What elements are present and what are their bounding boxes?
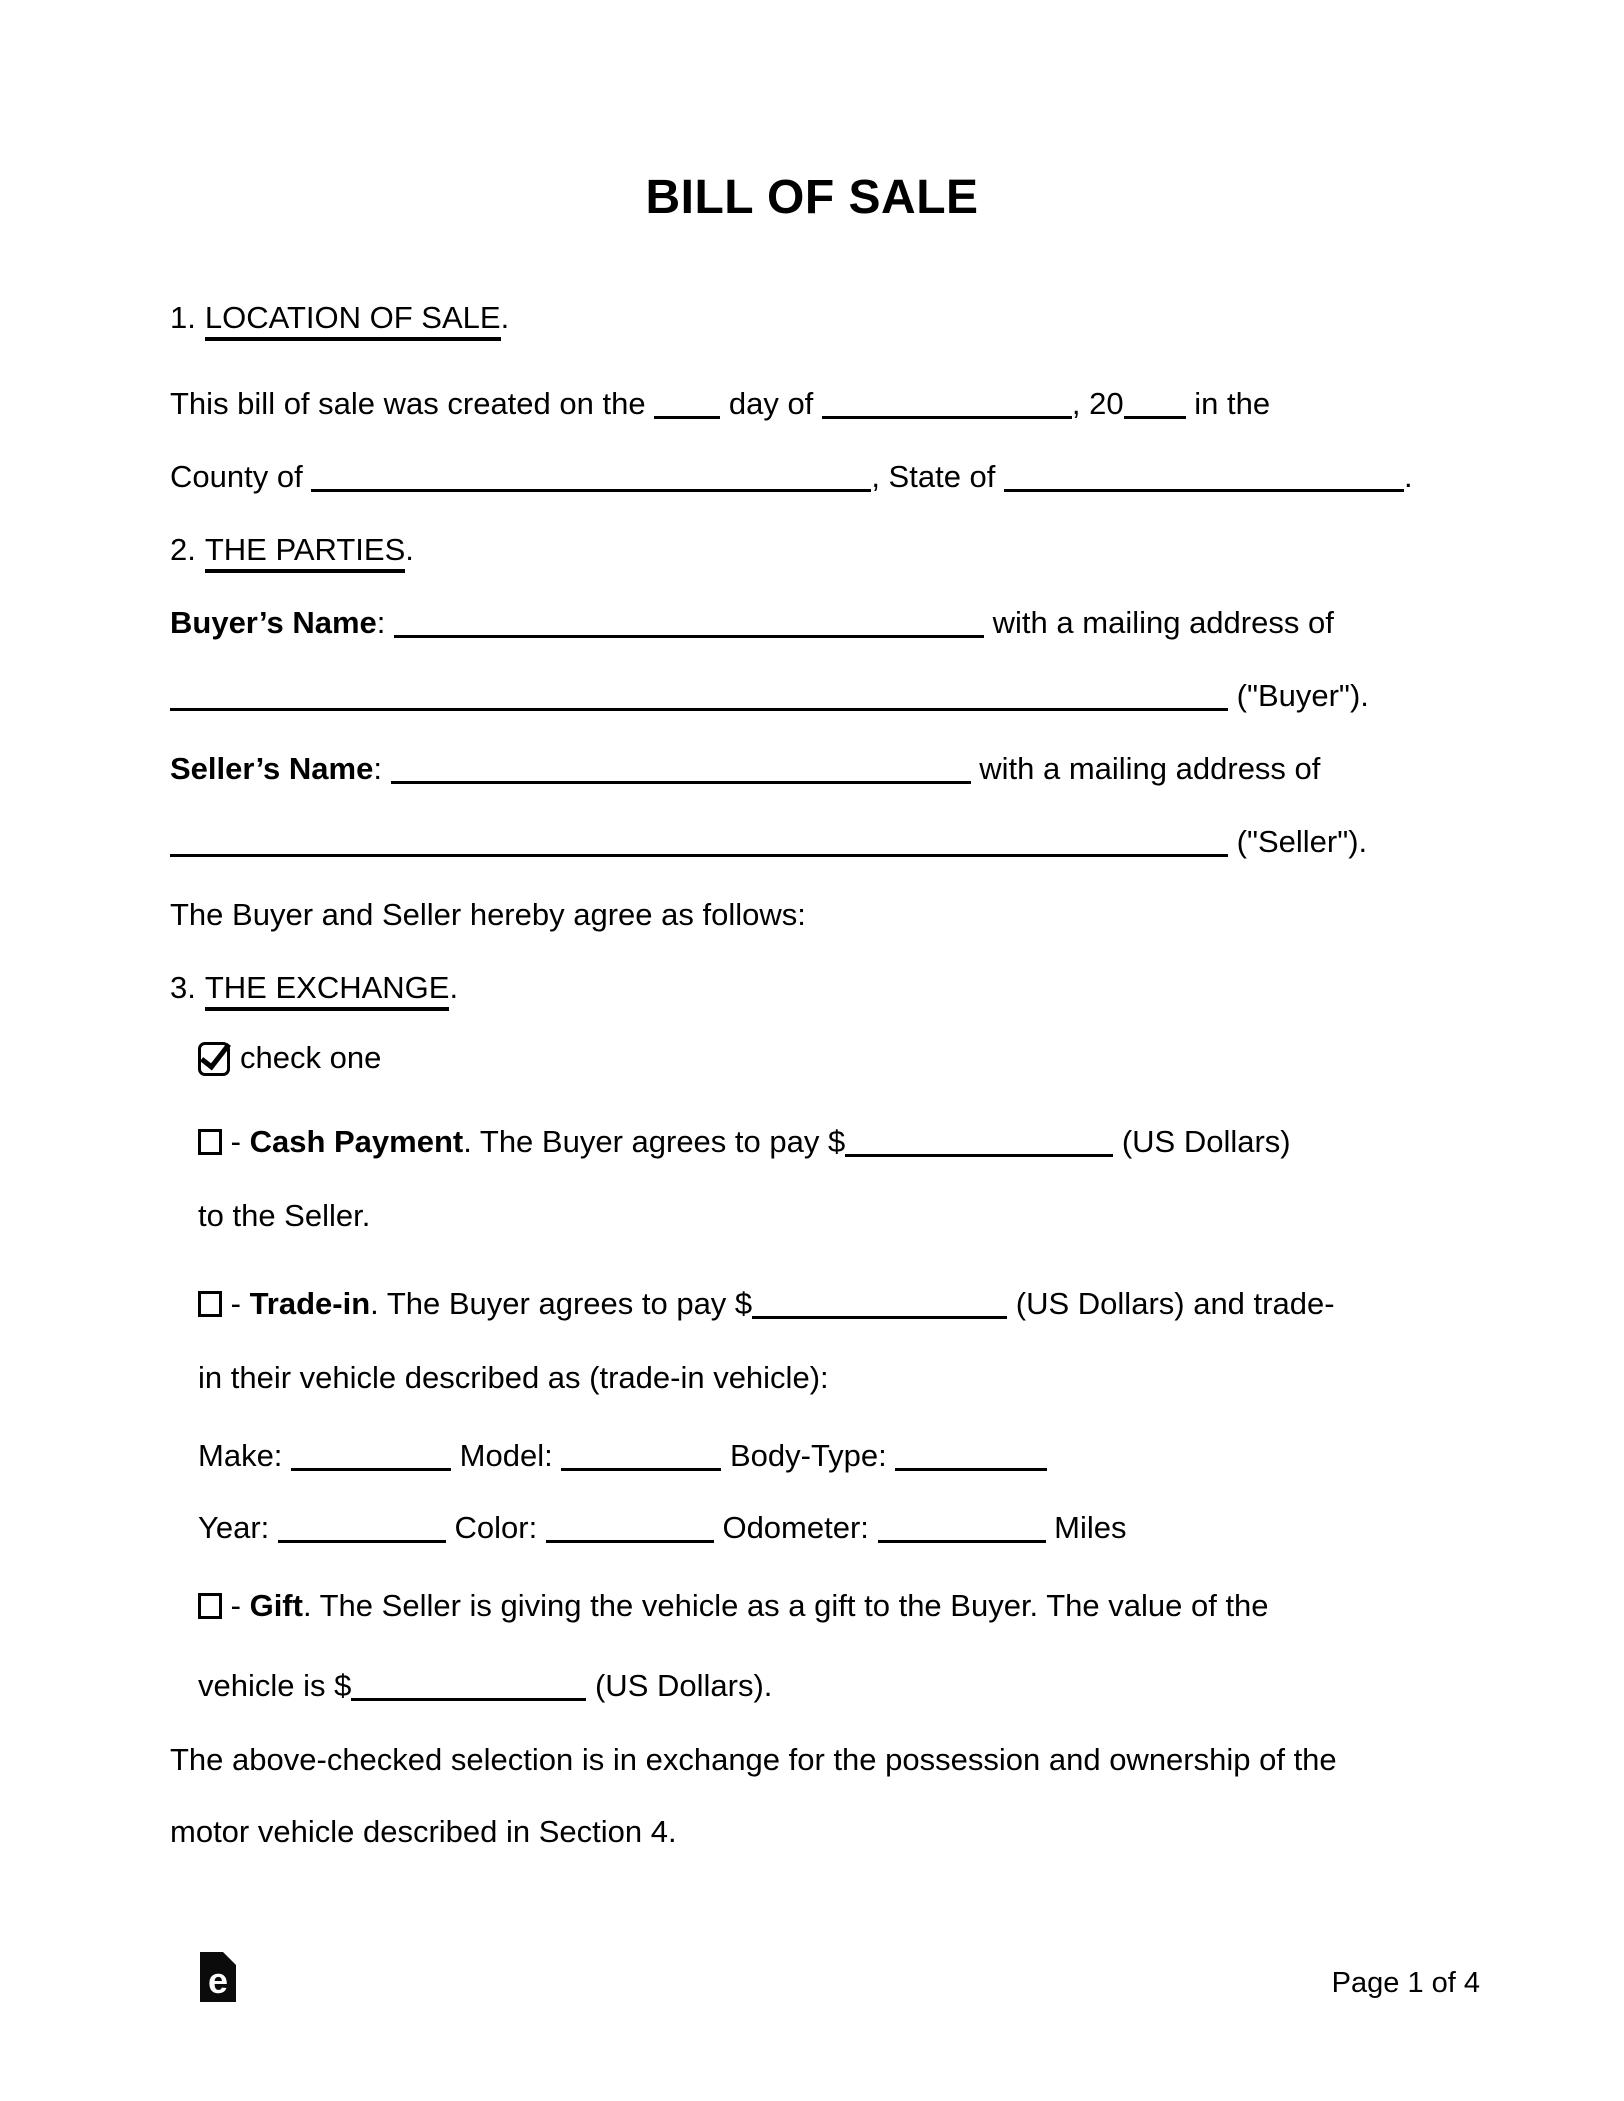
county-blank[interactable] <box>311 487 871 492</box>
cash-text-b: (US Dollars) <box>1121 1124 1291 1159</box>
check-one-line <box>198 1038 381 1078</box>
body-type-label: Body-Type: <box>729 1438 887 1473</box>
gift-label: Gift <box>249 1588 303 1623</box>
buyer-address-blank[interactable] <box>170 706 1228 711</box>
seller-suffix: ("Seller"). <box>1236 824 1368 859</box>
intro-text-d: in the <box>1194 386 1271 421</box>
seller-mailing-text: with a mailing address of <box>979 751 1321 786</box>
county-label: County of <box>170 459 303 494</box>
buyer-name-blank[interactable] <box>394 633 984 638</box>
section-1-number: 1. <box>170 300 196 335</box>
intro-text-b: day of <box>728 386 814 421</box>
section-2-number: 2. <box>170 532 196 567</box>
check-one-label: check one <box>240 1040 382 1075</box>
intro-text-c: , 20 <box>1071 386 1124 421</box>
trade-text-b: (US Dollars) and trade- <box>1015 1286 1335 1321</box>
buyer-address-line <box>170 676 1369 716</box>
cash-payment-line <box>198 1122 1291 1162</box>
section-2-heading-text: THE PARTIES <box>205 532 405 573</box>
buyer-name-colon: : <box>376 605 386 640</box>
state-blank[interactable] <box>1004 487 1404 492</box>
eforms-logo-letter: e <box>207 1960 229 2001</box>
page-title: BILL OF SALE <box>645 171 979 224</box>
gift-text-c: (US Dollars). <box>594 1668 773 1703</box>
model-blank[interactable] <box>561 1466 721 1471</box>
section-2-heading <box>170 530 414 570</box>
cash-label: Cash Payment <box>249 1124 464 1159</box>
gift-text-a: . The Seller is giving the vehicle as a gift to the Buyer. The value of the <box>302 1588 1269 1623</box>
seller-name-blank[interactable] <box>391 779 971 784</box>
state-label: , State of <box>871 459 996 494</box>
cash-payment-line-2: to the Seller. <box>198 1198 371 1233</box>
vehicle-year-blank[interactable] <box>278 1538 446 1543</box>
gift-amount-blank[interactable] <box>351 1696 586 1701</box>
cash-checkbox-icon[interactable] <box>198 1129 222 1155</box>
month-blank[interactable] <box>822 414 1072 419</box>
buyer-name-label: Buyer’s Name <box>170 605 377 640</box>
seller-name-line <box>170 749 1320 789</box>
year-blank[interactable] <box>1124 414 1186 419</box>
seller-name-colon: : <box>373 751 382 786</box>
seller-name-label: Seller’s Name <box>170 751 374 786</box>
color-label: Color: <box>454 1510 538 1545</box>
miles-label: Miles <box>1054 1510 1127 1545</box>
day-blank[interactable] <box>654 414 720 419</box>
intro-line-2-period: . <box>1404 459 1413 494</box>
trade-dash: - <box>230 1286 241 1321</box>
trade-checkbox-icon[interactable] <box>198 1291 222 1317</box>
gift-text-b: vehicle is $ <box>198 1668 352 1703</box>
page-indicator: Page 1 of 4 <box>1331 1967 1480 1999</box>
section-3-number: 3. <box>170 970 196 1005</box>
closing-line-2: motor vehicle described in Section 4. <box>170 1814 677 1849</box>
seller-address-line <box>170 822 1367 862</box>
vehicle-fields-row-2 <box>198 1508 1127 1548</box>
seller-address-blank[interactable] <box>170 852 1228 857</box>
buyer-mailing-text: with a mailing address of <box>992 605 1334 640</box>
body-type-blank[interactable] <box>895 1466 1047 1471</box>
section-1-heading-text: LOCATION OF SALE <box>205 300 501 341</box>
gift-dash: - <box>230 1588 241 1623</box>
section-3-heading-period: . <box>449 970 459 1005</box>
section-3-heading <box>170 968 458 1008</box>
buyer-suffix: ("Buyer"). <box>1236 678 1369 713</box>
vehicle-fields-row-1 <box>198 1436 1047 1476</box>
cash-text-a: . The Buyer agrees to pay $ <box>463 1124 846 1159</box>
intro-line-1 <box>170 384 1270 424</box>
gift-line <box>198 1586 1269 1626</box>
cash-dash: - <box>230 1124 241 1159</box>
gift-line-2 <box>198 1666 772 1706</box>
make-blank[interactable] <box>291 1466 451 1471</box>
section-3-heading-text: THE EXCHANGE <box>205 970 450 1011</box>
trade-label: Trade-in <box>249 1286 371 1321</box>
section-2-heading-period: . <box>405 532 414 567</box>
trade-in-line <box>198 1284 1335 1324</box>
model-label: Model: <box>459 1438 553 1473</box>
closing-line-1: The above-checked selection is in exchange for the possession and ownership of the <box>170 1742 1337 1777</box>
eforms-logo <box>200 1952 236 2002</box>
gift-checkbox-icon[interactable] <box>198 1593 222 1619</box>
make-label: Make: <box>198 1438 283 1473</box>
trade-amount-blank[interactable] <box>752 1314 1007 1319</box>
odometer-blank[interactable] <box>878 1538 1046 1543</box>
section-1-heading-period: . <box>500 300 510 335</box>
agree-line: The Buyer and Seller hereby agree as follows: <box>170 897 806 932</box>
cash-amount-blank[interactable] <box>845 1152 1113 1157</box>
trade-in-line-2: in their vehicle described as (trade-in vehicle): <box>198 1360 829 1395</box>
trade-text-a: . The Buyer agrees to pay $ <box>370 1286 753 1321</box>
buyer-name-line <box>170 603 1334 643</box>
color-blank[interactable] <box>546 1538 714 1543</box>
checked-checkbox-icon[interactable] <box>198 1042 230 1076</box>
intro-line-2 <box>170 457 1413 497</box>
odometer-label: Odometer: <box>722 1510 869 1545</box>
section-1-heading <box>170 298 509 338</box>
intro-text-a: This bill of sale was created on the <box>170 386 646 421</box>
year-label: Year: <box>198 1510 270 1545</box>
